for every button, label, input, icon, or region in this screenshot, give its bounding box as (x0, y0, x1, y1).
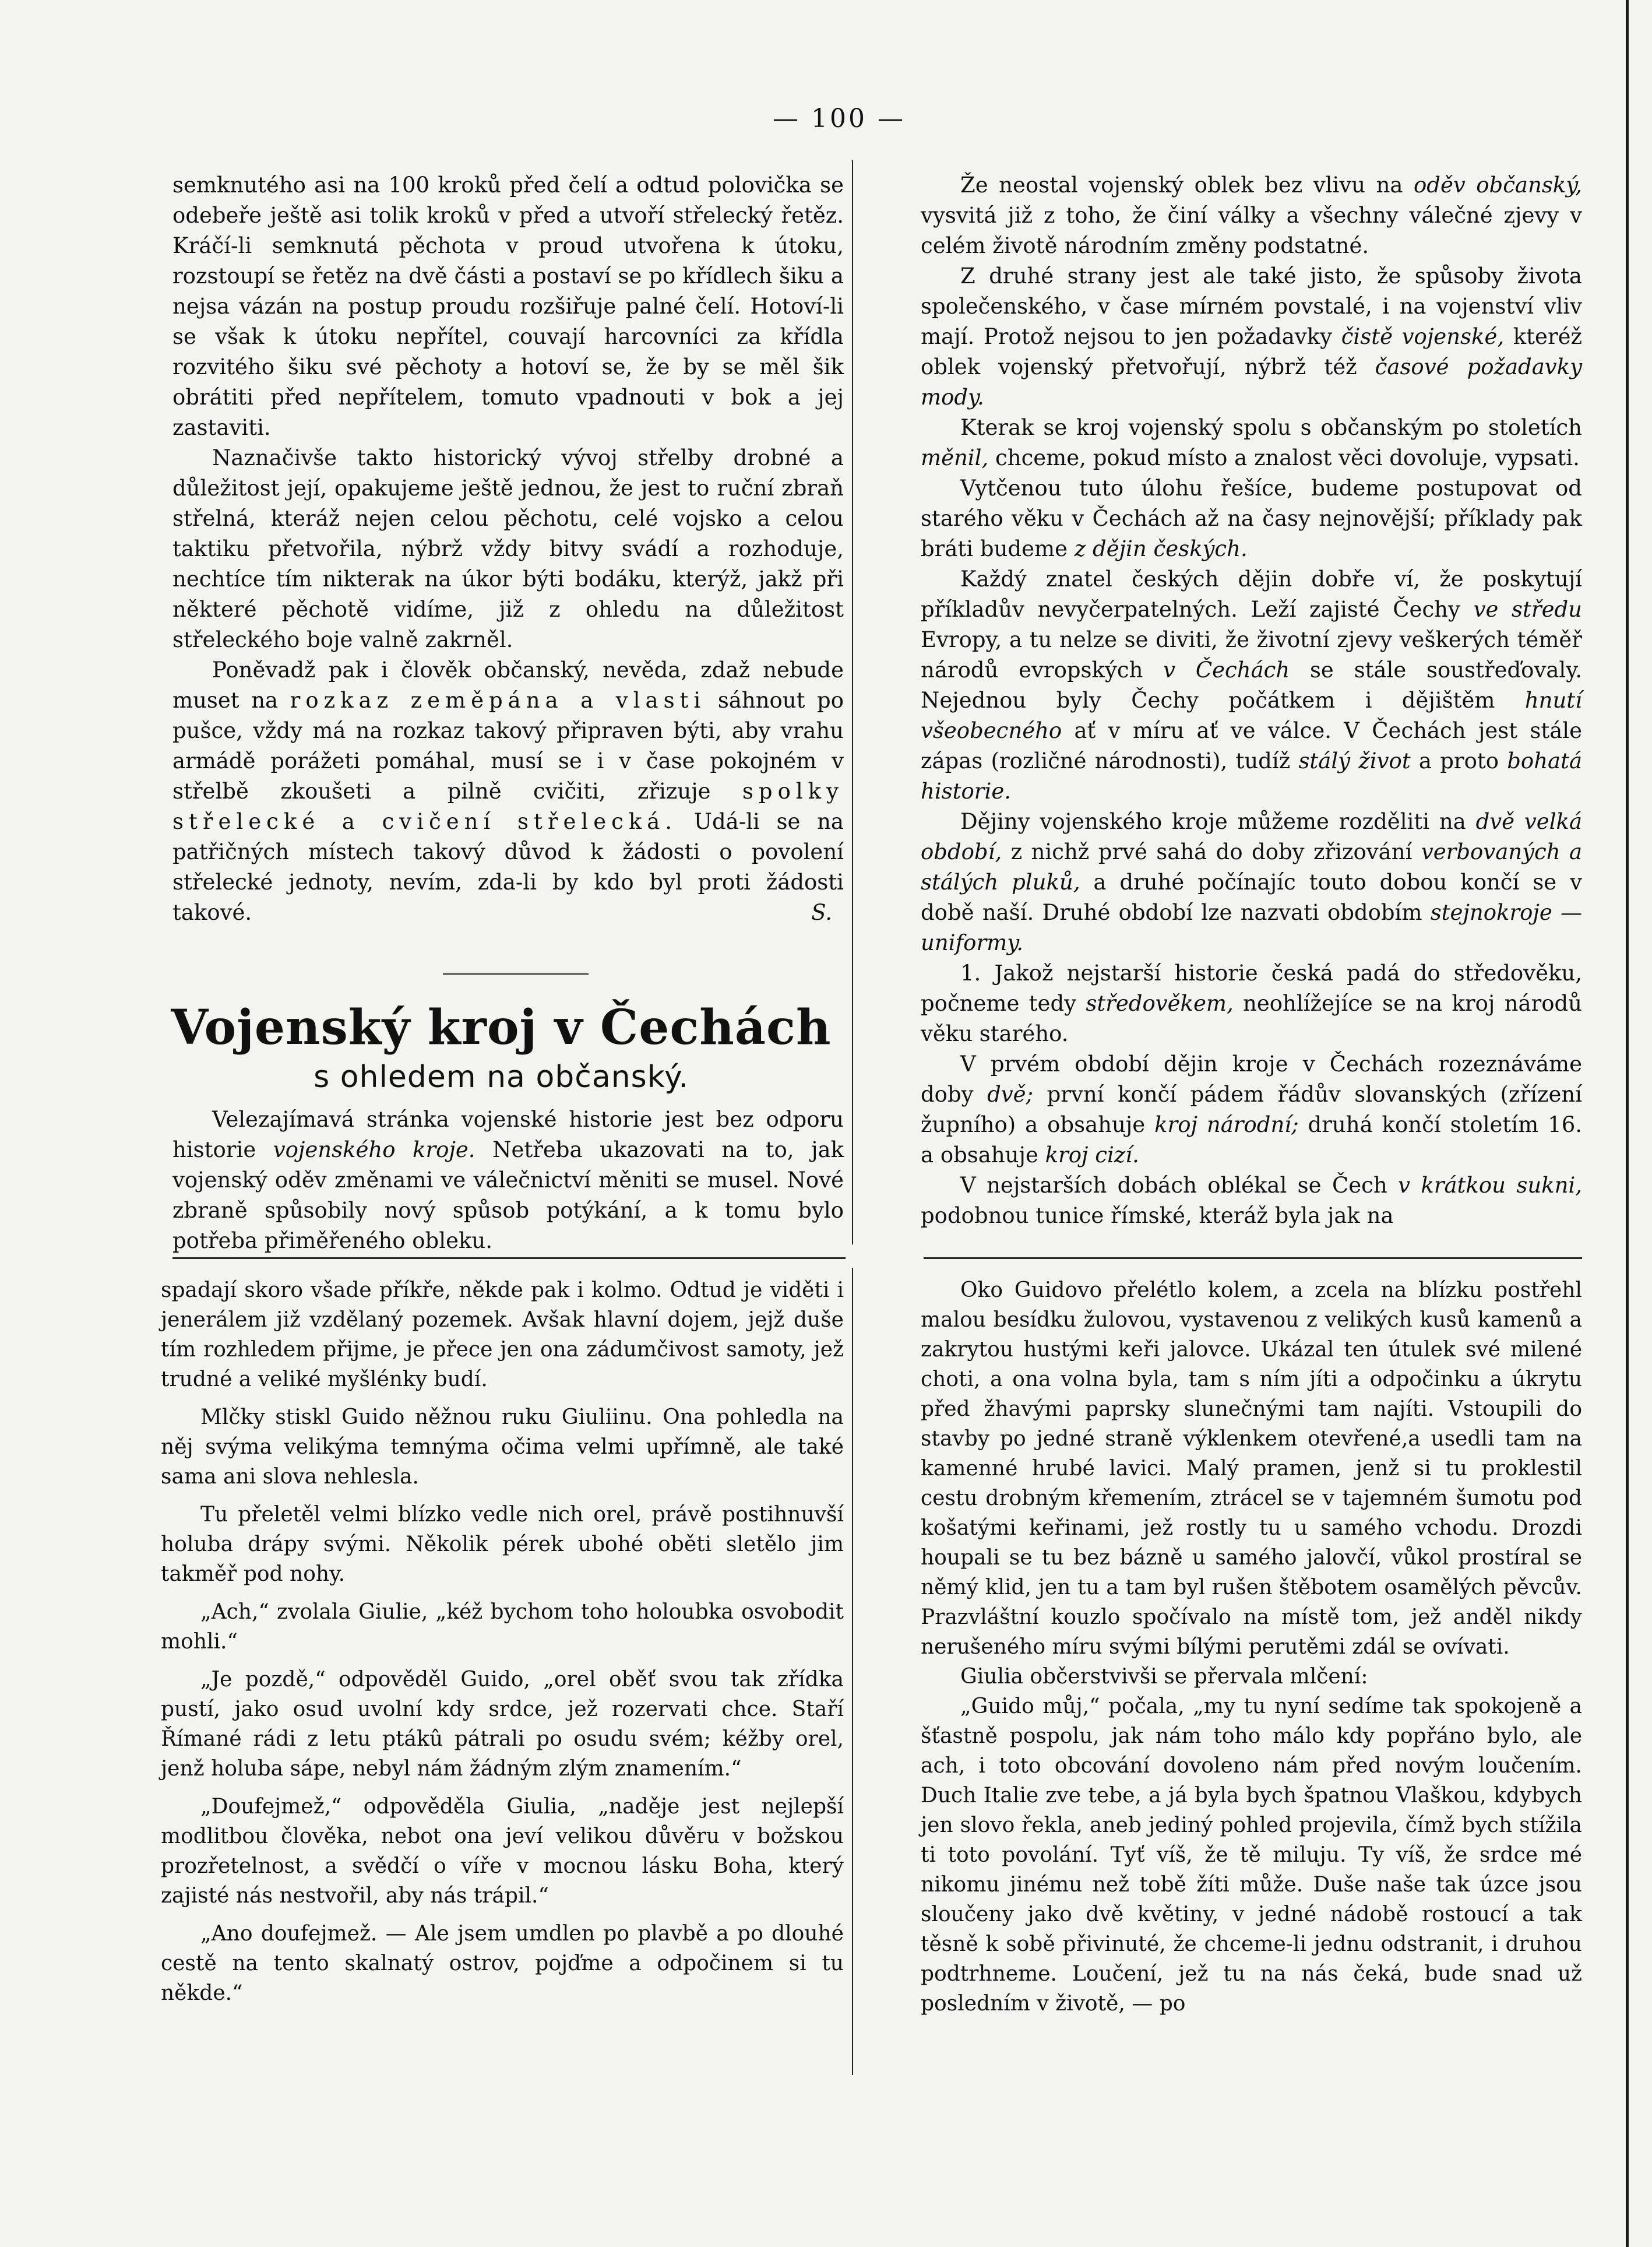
italic-text: ve středu (1473, 597, 1582, 622)
page-number: — 100 — (773, 104, 906, 133)
text: druhá končí stoletím 16. a obsahuje (921, 1112, 1582, 1168)
text: V nejstarších dobách oblékal se Čech (960, 1173, 1387, 1198)
text: se stále soustřeďovaly. Nejednou byly Čechy počátkem i dějištěm (921, 657, 1582, 713)
italic-text: v Čechách (1163, 657, 1290, 683)
text: Netřeba ukazovati na to, jak vojenský oděv změnami ve válečnictví měniti se musel. Nové zbraně spůsobily nový spůsob potýkání, a k tomu bylo potřeba přiměřeného obleku. (172, 1137, 844, 1253)
text: Kterak se kroj vojenský spolu s občanským po stoletích (960, 415, 1582, 440)
text: Vytčenou tuto úlohu řešíce, budeme postupovat od starého věku v Čechách až na časy nejnovější; příklady pak bráti budeme (921, 476, 1582, 561)
italic-text: z dějin českých. (1074, 536, 1248, 561)
paragraph (921, 1170, 1582, 1231)
article-title: Vojenský kroj v Čechách (171, 1000, 832, 1056)
feuilleton-rule-right (924, 1257, 1582, 1259)
paragraph (172, 655, 844, 928)
paragraph (921, 413, 1582, 473)
text: Udá-li se na patřičných místech takový důvod k žádosti o povolení střelecké jednoty, nevím, zda-li by kdo byl proti žádosti takové. (172, 809, 844, 925)
paragraph (921, 958, 1582, 1049)
paragraph (921, 807, 1582, 958)
paragraph: Tu přeletěl velmi blízko vedle nich orel, právě postihnuvší holuba drápy svými. Několik pérek ubohé oběti sletělo jim takměř pod nohy. (161, 1503, 844, 1586)
italic-text: vojenského kroje. (273, 1137, 475, 1162)
paragraph: „Ano doufejmež. — Ale jsem umdlen po plavbě a po dlouhé cestě na tento skalnatý ostrov, pojďme a odpočinem si tu někde.“ (161, 1922, 844, 2005)
paragraph (172, 1105, 844, 1256)
article-subtitle: s ohledem na občanský. (314, 1060, 689, 1095)
paragraph: „Doufejmež,“ odpověděla Giulia, „naděje jest nejlepší modlitbou člověka, nebot ona jeví velikou důvěru v božskou prozřetelnost, a svědčí o víře v mocnou lásku Boha, který zajisté nás nestvořil, aby nás trápil.“ (161, 1795, 844, 1908)
paragraph: „Je pozdě,“ odpověděl Guido, „orel oběť svou tak zřídka pustí, jako osud uvolní kdy srdce, jež rozervati chce. Staří Římané rádi z letu ptákû pátrali po osudu svém; kéžby orel, jenž holuba sápe, nebyl nám žádným zlým znamením.“ (161, 1668, 844, 1781)
paragraph: semknutého asi na 100 kroků před čelí a odtud polovička se odebeře ještě asi tolik kroků v před a utvoří střelecký řetěz. Kráčí-li semknutá pěchota v proud utvořena k útoku, rozstoupí se řetěz na dvě části a postaví se po křídlech šiku a nejsa vázán na postup proudu rozšiřuje palné čelí. Hotoví-li se však k útoku nepřítel, couvají harcovníci za křídla rozvitého šiku své pěchoty a hotoví se, že by se měl šik obrátiti před nepřítelem, tomuto vpadnouti v bok a jej zastaviti. (172, 173, 844, 440)
text: Velezajímavá stránka vojenské historie jest bez odporu historie (172, 1107, 844, 1162)
paragraph: Giulia občerstvivši se přervala mlčení: (960, 1665, 1368, 1689)
article-uniform-right (921, 170, 1582, 1231)
paragraph: Mlčky stiskl Guido něžnou ruku Giuliinu. Ona pohledla na něj svýma velikýma temnýma očima velmi upřímně, ale také sama ani slova nehlesla. (161, 1405, 844, 1489)
section-divider (443, 973, 589, 975)
italic-text: hnutí všeobecného (921, 688, 1583, 743)
spaced-text: spolky střelecké a cvičení střelecká. (172, 779, 844, 834)
italic-text: v krátkou sukni, (1398, 1173, 1582, 1198)
italic-text: kroj národní; (1154, 1112, 1299, 1137)
page-edge (1626, 0, 1629, 2247)
paragraph: Naznačivše takto historický vývoj střelby drobné a důležitost její, opakujeme ještě jednou, že jest to ruční zbraň střelná, kteráž nejen celou pěchotu, celé vojsko a celou taktiku přetvořila, nýbrž vždy bitvy svádí a rozhoduje, nechtíce tím nikterak na úkor býti bodáku, kterýž, jakž při některé pěchotě vidíme, již z ohledu na důležitost střeleckého boje valně zakrněl. (172, 445, 844, 652)
italic-text: bohatá historie. (921, 748, 1583, 804)
text: a proto (1418, 748, 1499, 773)
text: V prvém období dějin kroje v Čechách rozeznáváme doby (921, 1052, 1582, 1107)
text: sáhnout po pušce, vždy má na rozkaz takový připraven býti, aby vrahu armádě porážeti pomáhal, musí se i v čase pokojném v střelbě zkoušeti a pilně cvičiti, zřizuje (172, 688, 844, 804)
text: z nichž prvé sahá do doby zřizování (1010, 839, 1413, 864)
italic-text: dvě; (987, 1082, 1034, 1107)
text: Dějiny vojenského kroje můžeme rozděliti na (960, 809, 1466, 834)
story-right-column (921, 1275, 1582, 2019)
paragraph (921, 1049, 1582, 1170)
paragraph: „Guido můj,“ počala, „my tu nyní sedíme tak spokojeně a šťastně pospolu, jak nám toho málo kdy popřáno bylo, ale ach, i toto obcování dovoleno nám před novým loučením. Duch Italie zve tebe, a já byla bych špatnou Vlaškou, kdybych jen slovo řekla, aneb jediný pohled projevila, čímž bych stížila ti toto povolání. Tyť víš, že tě miluju. Ty víš, že srdce mé nikomu jinému než tobě žíti může. Duše naše tak úzce jsou sloučeny jako dvě květiny, v jedné nádobě rostoucí a tak těsně k sobě přivinuté, že chceme-li jednu odstranit, i druhou podtrhneme. Loučení, jež tu na nás čeká, bude snad už posledním v životě, — po (921, 1694, 1582, 2016)
text: a druhé počínajíc touto dobou končí se v době naší. Druhé období lze nazvati obdobím (921, 870, 1582, 925)
italic-text: kroj cizí. (1045, 1142, 1139, 1168)
italic-text: stejnokroje — uniformy. (921, 900, 1582, 955)
paragraph: Oko Guidovo přelétlo kolem, a zcela na blízku postřehl malou besídku žulovou, vystavenou z velikých kusů kamenů a zakrytou hustými keři jalovce. Ukázal ten útulek své milené choti, a ona volna byla, tam s ním jíti a odpočinku a úkrytu před žhavými paprsky slunečnými tam najíti. Vstoupili do stavby po jedné straně výklenkem otevřené,a usedli tam na kamenné hrubé lavici. Malý pramen, jenž si tu proklestil cestu drobným křemením, ztrácel se v tajemném šumotu pod košatými keřinami, jež rostly tu u samého vchodu. Drozdi houpali se tu bez bázně u samého jalovčí, vůkol prostíral se němý klid, jen tu a tam byl rušen štěbotem osamělých pěvcův. Prazvláštní kouzlo spočívalo na místě tom, jež anděl nikdy nerušeného míru svými bílými perutěmi zdál se ovívati. (921, 1278, 1582, 1659)
text: Evropy, a tu nelze se diviti, že životní zjevy veškerých téměř národů evropských (921, 627, 1582, 683)
column-rule-bottom (852, 1268, 853, 2075)
italic-text: oděv občanský, (1413, 173, 1582, 198)
paragraph: spadají skoro všade příkře, někde pak i kolmo. Odtud je viděti i jenerálem již vzdělaný pozemek. Avšak hlavní dojem, jejž duše tím rozhledem přijme, je přece jen ona zádumčivost samoty, jež trudné a veliké myšlénky budí. (161, 1278, 844, 1391)
paragraph (921, 473, 1582, 564)
text: vysvitá již z toho, že činí války a všechny válečné zjevy v celém životě národním změny podstatné. (921, 203, 1582, 258)
text: Z druhé strany jest ale také jisto, že spůsoby života společenského, v čase mírném povstalé, i na vojenství vliv mají. Protož nejsou to jen požadavky (921, 263, 1582, 349)
paragraph (921, 564, 1582, 807)
text: Poněvadž pak i člověk občanský, nevěda, zdaž nebude muset na (172, 657, 844, 713)
spaced-text: rozkaz zeměpána a vlasti (290, 688, 706, 713)
text: ať v míru ať ve válce. V Čechách jest stále zápas (rozličné národnosti), tudíž (921, 718, 1583, 773)
italic-text: verbovaných a stálých pluků, (921, 839, 1583, 895)
paragraph (921, 261, 1582, 413)
text: podobnou tunice římské, kteráž byla jak na (921, 1203, 1394, 1228)
italic-text: středověkem, (1086, 991, 1234, 1016)
italic-text: dvě velká období, (921, 809, 1583, 864)
text: Že neostal vojenský oblek bez vlivu na (960, 173, 1403, 198)
column-rule (852, 160, 853, 1244)
feuilleton-rule-left (172, 1257, 846, 1259)
text: kteréž oblek vojenský přetvořují, nýbrž též (921, 324, 1583, 379)
italic-text: měnil, (921, 445, 989, 470)
italic-text: stálý život (1298, 748, 1411, 773)
article-shooting-end (172, 170, 844, 928)
text: 1. Jakož nejstarší historie česká padá do středověku, počneme tedy (921, 961, 1582, 1016)
text: neohlížejíce se na kroj národů věku starého. (921, 991, 1582, 1046)
italic-text: časové požadavky mody. (921, 354, 1583, 410)
article-uniform-left (172, 1105, 844, 1256)
text: Každý znatel českých dějin dobře ví, že poskytují příkladův nevyčerpatelných. Leží zajisté Čechy (921, 567, 1582, 622)
paragraph: „Ach,“ zvolala Giulie, „kéž bychom toho holoubka osvobodit mohli.“ (161, 1600, 844, 1654)
text: chceme, pokud místo a znalost věci dovoluje, vypsati. (995, 445, 1580, 470)
paragraph (921, 170, 1582, 261)
italic-text: čistě vojenské, (1341, 324, 1505, 349)
author-signature: S. (811, 900, 832, 925)
story-left-column (161, 1275, 844, 2008)
text: první končí pádem řádův slovanských (zřízení župního) a obsahuje (921, 1082, 1583, 1137)
